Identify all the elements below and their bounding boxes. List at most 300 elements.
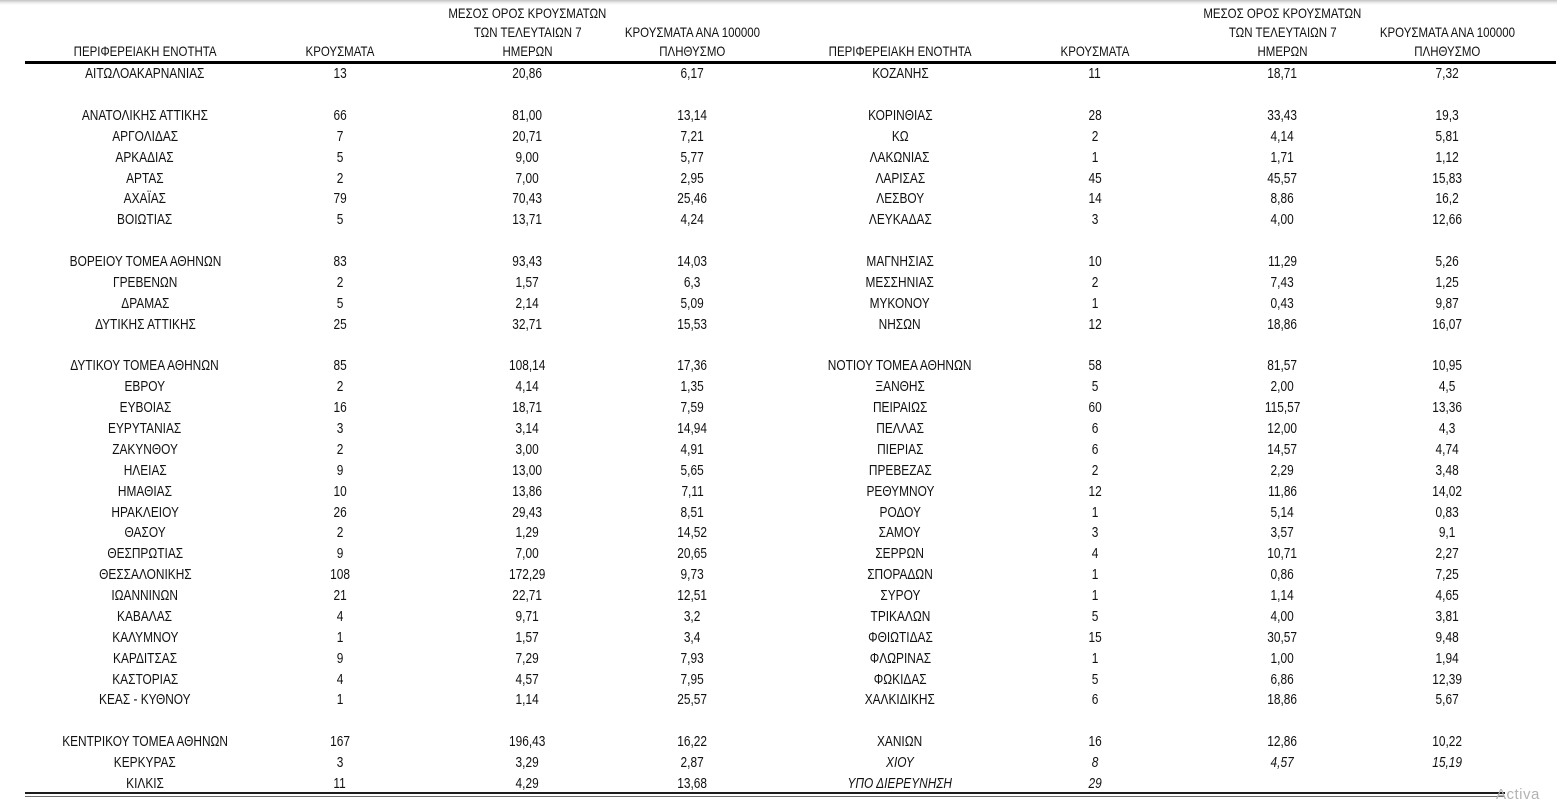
table-row (25, 544, 745, 565)
cell-cases: 5 (1091, 379, 1099, 396)
cell-region: ΛΕΥΚΑΔΑΣ (868, 212, 932, 229)
cell-cases: 108 (330, 567, 350, 584)
cell-cases: 3 (336, 755, 344, 772)
cell-per100k: 9,87 (1435, 295, 1460, 312)
cell-cases: 28 (1088, 107, 1102, 124)
cell-avg7 (415, 234, 640, 249)
cell-avg7: 7,00 (515, 170, 540, 187)
cell-per100k: 7,11 (681, 483, 704, 500)
table-row (25, 565, 745, 586)
cell-avg7: 22,71 (512, 588, 543, 605)
cell-region: ΑΡΓΟΛΙΔΑΣ (112, 128, 178, 145)
cell-avg7: 81,00 (512, 107, 543, 124)
cell-avg7: 4,29 (515, 775, 540, 792)
table-row (25, 649, 745, 670)
table-row (780, 252, 1500, 273)
col-header-per100k-line1: ΚΡΟΥΣΜΑΤΑ ΑΝΑ 100000 (624, 24, 761, 40)
cell-region (780, 234, 1020, 249)
cell-per100k: 25,46 (677, 191, 708, 208)
cell-avg7 (1170, 339, 1395, 354)
cell-region (780, 714, 1020, 729)
cell-cases: 2 (336, 170, 344, 187)
cell-per100k: 1,35 (680, 379, 705, 396)
cell-avg7 (415, 714, 640, 729)
cell-region: ΧΙΟΥ (886, 755, 914, 772)
bottom-double-rule (25, 792, 1505, 797)
cell-per100k (1395, 777, 1500, 792)
right-table-header (780, 0, 1516, 61)
cell-avg7: 3,57 (1270, 525, 1295, 542)
cell-avg7: 7,00 (515, 546, 540, 563)
table-row (25, 690, 745, 711)
cell-region: ΣΕΡΡΩΝ (875, 546, 925, 563)
cell-per100k: 25,57 (677, 692, 708, 709)
cell-per100k: 4,24 (680, 212, 705, 229)
cell-avg7 (1170, 714, 1395, 729)
col-header-avg7-line2: ΤΩΝ ΤΕΛΕΥΤΑΙΩΝ 7 (1228, 24, 1337, 40)
cell-avg7: 29,43 (512, 504, 543, 521)
col-header-per100k-line1: ΚΡΟΥΣΜΑΤΑ ΑΝΑ 100000 (1379, 24, 1516, 40)
cell-cases: 3 (1091, 525, 1099, 542)
cell-cases: 83 (333, 254, 347, 271)
table-row (25, 461, 745, 482)
cell-cases: 1 (336, 629, 344, 646)
cell-per100k: 14,02 (1432, 483, 1463, 500)
cell-per100k: 4,91 (680, 441, 705, 458)
table-row (25, 273, 745, 294)
cell-region: ΣΑΜΟΥ (878, 525, 921, 542)
cell-region: ΝΗΣΩΝ (879, 316, 921, 333)
table-row (25, 440, 745, 461)
cell-avg7: 14,57 (1267, 441, 1298, 458)
cell-region (25, 714, 265, 729)
cell-region: ΜΑΓΝΗΣΙΑΣ (866, 254, 934, 271)
table-row (780, 544, 1500, 565)
col-header-per100k (624, 23, 761, 61)
cell-per100k: 9,73 (680, 567, 705, 584)
cell-per100k: 5,65 (680, 462, 705, 479)
cell-per100k: 3,4 (684, 629, 701, 646)
cell-avg7: 3,00 (515, 441, 540, 458)
cell-avg7: 20,71 (512, 128, 543, 145)
cell-cases: 1 (1091, 149, 1099, 166)
table-row (25, 377, 745, 398)
cell-region: ΠΙΕΡΙΑΣ (876, 441, 924, 458)
cell-per100k: 8,51 (680, 504, 705, 521)
cell-per100k: 20,65 (677, 546, 708, 563)
cell-cases: 7 (336, 128, 344, 145)
cell-per100k: 4,5 (1439, 379, 1456, 396)
cell-avg7: 3,14 (515, 421, 540, 438)
cell-avg7: 4,00 (1270, 608, 1295, 625)
cell-region: ΙΩΑΝΝΙΝΩΝ (111, 588, 179, 605)
cell-avg7: 12,86 (1267, 734, 1298, 751)
cell-avg7: 6,86 (1270, 671, 1295, 688)
cell-avg7: 3,29 (515, 755, 540, 772)
table-row (780, 127, 1500, 148)
cell-region: ΞΑΝΘΗΣ (875, 379, 925, 396)
col-header-per100k-line2: ΠΛΗΘΥΣΜΟ (659, 43, 726, 59)
col-header-avg7-line1: ΜΕΣΟΣ ΟΡΟΣ ΚΡΟΥΣΜΑΤΩΝ (448, 5, 607, 21)
cell-avg7: 13,71 (512, 212, 543, 229)
cell-cases: 10 (333, 483, 347, 500)
cell-region: ΑΙΤΩΛΟΑΚΑΡΝΑΝΙΑΣ (85, 66, 205, 83)
cell-per100k: 19,3 (1435, 107, 1460, 124)
cell-cases: 5 (336, 212, 344, 229)
cell-cases: 1 (1091, 295, 1099, 312)
table-row (25, 315, 745, 336)
cell-avg7: 20,86 (512, 66, 543, 83)
cell-region: ΚΑΒΑΛΑΣ (117, 608, 173, 625)
table-row (780, 628, 1500, 649)
cell-avg7: 7,29 (515, 650, 540, 667)
cell-avg7: 33,43 (1267, 107, 1298, 124)
table-row (780, 148, 1500, 169)
col-header-avg7-line2: ΤΩΝ ΤΕΛΕΥΤΑΙΩΝ 7 (473, 24, 582, 40)
cell-avg7 (1170, 88, 1395, 103)
cell-per100k: 3,48 (1435, 462, 1460, 479)
table-row (25, 356, 745, 377)
cell-cases (1020, 714, 1170, 729)
cell-region: ΣΥΡΟΥ (879, 588, 920, 605)
cell-per100k (640, 88, 745, 103)
cell-cases: 12 (1088, 483, 1102, 500)
cell-per100k: 7,32 (1435, 66, 1460, 83)
cell-cases: 6 (1091, 441, 1099, 458)
cell-region: ΚΑΣΤΟΡΙΑΣ (111, 671, 179, 688)
cell-region: ΖΑΚΥΝΘΟΥ (112, 441, 178, 458)
cell-cases (265, 339, 415, 354)
cell-region: ΛΑΚΩΝΙΑΣ (870, 149, 930, 166)
cell-avg7: 196,43 (509, 734, 546, 751)
cell-avg7: 108,14 (509, 358, 546, 375)
header-rule (25, 61, 1556, 64)
cell-cases: 2 (336, 525, 344, 542)
cell-per100k: 16,07 (1432, 316, 1463, 333)
cell-region: ΗΜΑΘΙΑΣ (117, 483, 172, 500)
cell-cases: 2 (336, 379, 344, 396)
cell-avg7: 11,86 (1268, 483, 1297, 500)
col-header-region (780, 42, 1020, 61)
col-header-region-label: ΠΕΡΙΦΕΡΕΙΑΚΗ ΕΝΟΤΗΤΑ (73, 43, 217, 59)
spacer-row (780, 335, 1500, 356)
table-row (25, 168, 745, 189)
table-row (25, 294, 745, 315)
spacer-row (780, 231, 1500, 252)
cell-avg7: 4,00 (1270, 212, 1295, 229)
table-row (780, 419, 1500, 440)
table-row (780, 168, 1500, 189)
cell-avg7: 18,71 (1267, 66, 1298, 83)
cell-region: ΓΡΕΒΕΝΩΝ (112, 274, 178, 291)
cell-avg7: 4,14 (515, 379, 540, 396)
cell-per100k: 10,22 (1432, 734, 1463, 751)
cell-region: ΥΠΟ ΔΙΕΡΕΥΝΗΣΗ (847, 775, 953, 792)
cell-cases: 10 (1088, 254, 1102, 271)
cell-per100k: 12,51 (677, 588, 708, 605)
cell-avg7: 1,29 (515, 525, 540, 542)
cell-avg7: 4,14 (1270, 128, 1295, 145)
cell-cases (265, 234, 415, 249)
cell-region: ΦΩΚΙΔΑΣ (873, 671, 927, 688)
cell-per100k: 2,87 (680, 755, 705, 772)
cell-region: ΕΥΡΥΤΑΝΙΑΣ (108, 421, 182, 438)
watermark-text: Activa (1496, 786, 1540, 802)
table-row (780, 565, 1500, 586)
cell-per100k: 4,3 (1439, 421, 1456, 438)
col-header-region-label: ΠΕΡΙΦΕΡΕΙΑΚΗ ΕΝΟΤΗΤΑ (828, 43, 972, 59)
cell-region: ΧΑΛΚΙΔΙΚΗΣ (864, 692, 936, 709)
cell-cases: 1 (336, 692, 344, 709)
cell-avg7: 18,86 (1267, 692, 1298, 709)
cell-per100k: 5,81 (1435, 128, 1460, 145)
cell-avg7: 1,14 (1270, 588, 1295, 605)
table-row (780, 189, 1500, 210)
cell-region: ΦΘΙΩΤΙΔΑΣ (867, 629, 933, 646)
cell-avg7 (1170, 777, 1395, 792)
cell-per100k: 12,66 (1432, 212, 1463, 229)
spacer-row (25, 335, 745, 356)
cell-region: ΘΑΣΟΥ (124, 525, 166, 542)
cell-cases: 5 (336, 295, 344, 312)
cell-avg7: 9,71 (515, 608, 540, 625)
cell-region: ΗΡΑΚΛΕΙΟΥ (111, 504, 179, 521)
cell-avg7: 2,00 (1270, 379, 1295, 396)
cell-avg7: 8,86 (1270, 191, 1295, 208)
cell-per100k: 5,67 (1435, 692, 1460, 709)
cell-region: ΒΟΙΩΤΙΑΣ (117, 212, 173, 229)
cell-region: ΚΟΡΙΝΘΙΑΣ (867, 107, 933, 124)
cell-cases: 5 (1091, 608, 1099, 625)
cell-region (25, 88, 265, 103)
cell-avg7: 5,14 (1270, 504, 1295, 521)
cell-per100k: 7,21 (680, 128, 705, 145)
col-header-per100k-line2: ΠΛΗΘΥΣΜΟ (1414, 43, 1481, 59)
cell-per100k (1395, 234, 1500, 249)
cell-region: ΚΑΛΥΜΝΟΥ (111, 629, 179, 646)
table-row (780, 294, 1500, 315)
cell-per100k: 2,27 (1435, 546, 1460, 563)
cell-cases: 1 (1091, 588, 1099, 605)
cell-region: ΔΡΑΜΑΣ (120, 295, 170, 312)
cell-per100k: 17,36 (677, 358, 708, 375)
cell-per100k: 10,95 (1432, 358, 1463, 375)
cell-per100k: 13,68 (677, 775, 708, 792)
cell-avg7: 70,43 (512, 191, 543, 208)
table-row (25, 148, 745, 169)
cell-region: ΚΕΝΤΡΙΚΟΥ ΤΟΜΕΑ ΑΘΗΝΩΝ (62, 734, 228, 751)
cell-region: ΑΡΤΑΣ (126, 170, 164, 187)
spacer-row (780, 85, 1500, 106)
cell-region: ΗΛΕΙΑΣ (123, 462, 167, 479)
cell-cases: 3 (1091, 212, 1099, 229)
cell-region: ΠΕΙΡΑΙΩΣ (872, 400, 928, 417)
cell-region: ΝΟΤΙΟΥ ΤΟΜΕΑ ΑΘΗΝΩΝ (828, 358, 972, 375)
cell-region: ΔΥΤΙΚΗΣ ΑΤΤΙΚΗΣ (94, 316, 196, 333)
table-row (780, 461, 1500, 482)
right-table-body (780, 64, 1500, 795)
col-header-cases (1020, 42, 1170, 61)
cell-per100k: 1,25 (1435, 274, 1460, 291)
col-header-avg7 (1170, 4, 1395, 61)
table-row (780, 315, 1500, 336)
cell-cases: 3 (336, 421, 344, 438)
cell-per100k: 9,48 (1435, 629, 1460, 646)
cell-avg7: 13,86 (512, 483, 543, 500)
cell-cases: 14 (1088, 191, 1102, 208)
cell-cases: 2 (1091, 462, 1099, 479)
table-row (25, 106, 745, 127)
cell-avg7: 81,57 (1267, 358, 1298, 375)
cell-per100k: 6,3 (684, 274, 701, 291)
cell-region: ΜΥΚΟΝΟΥ (869, 295, 931, 312)
cell-cases: 4 (1091, 546, 1099, 563)
cell-cases (265, 88, 415, 103)
cell-avg7: 1,57 (515, 274, 540, 291)
table-row (25, 398, 745, 419)
cell-region: ΔΥΤΙΚΟΥ ΤΟΜΕΑ ΑΘΗΝΩΝ (70, 358, 220, 375)
cell-cases: 79 (333, 191, 347, 208)
cell-avg7: 18,71 (512, 400, 543, 417)
table-row (780, 482, 1500, 503)
cell-cases: 9 (336, 546, 344, 563)
table-row (780, 753, 1500, 774)
cell-per100k: 7,59 (680, 400, 705, 417)
spacer-row (25, 231, 745, 252)
cell-per100k: 13,36 (1432, 400, 1463, 417)
table-row (780, 106, 1500, 127)
col-header-cases-label: ΚΡΟΥΣΜΑΤΑ (305, 43, 375, 59)
table-row (25, 127, 745, 148)
cell-region: ΤΡΙΚΑΛΩΝ (870, 608, 930, 625)
cell-cases: 85 (333, 358, 347, 375)
cell-region: ΠΡΕΒΕΖΑΣ (868, 462, 932, 479)
cell-avg7: 10,71 (1267, 546, 1298, 563)
cell-per100k: 4,65 (1435, 588, 1460, 605)
cell-region: ΑΡΚΑΔΙΑΣ (115, 149, 175, 166)
table-row (780, 398, 1500, 419)
table-row (25, 189, 745, 210)
cell-per100k: 3,2 (684, 608, 701, 625)
cell-cases: 13 (333, 66, 347, 83)
cell-avg7: 115,57 (1264, 400, 1301, 417)
cell-avg7: 1,57 (515, 629, 540, 646)
cell-per100k: 16,22 (677, 734, 708, 751)
table-row (25, 732, 745, 753)
table-row (25, 64, 745, 85)
table-row (25, 523, 745, 544)
spacer-row (25, 85, 745, 106)
cell-region: ΑΧΑΪΑΣ (123, 191, 167, 208)
table-row (25, 252, 745, 273)
cell-cases: 2 (1091, 128, 1099, 145)
cell-per100k (640, 714, 745, 729)
left-table (25, 0, 761, 795)
cell-per100k: 14,03 (677, 254, 708, 271)
cell-per100k: 7,25 (1435, 567, 1460, 584)
cell-cases: 16 (1088, 734, 1102, 751)
cell-per100k: 15,53 (677, 316, 708, 333)
col-header-avg7-line3: ΗΜΕΡΩΝ (502, 43, 553, 59)
cell-cases (1020, 88, 1170, 103)
table-row (25, 419, 745, 440)
spacer-row (780, 711, 1500, 732)
table-row (780, 64, 1500, 85)
cell-avg7 (415, 88, 640, 103)
cell-cases: 26 (333, 504, 347, 521)
cell-per100k: 5,77 (680, 149, 705, 166)
table-row (25, 482, 745, 503)
cell-avg7: 30,57 (1267, 629, 1298, 646)
cell-region: ΠΕΛΛΑΣ (876, 421, 924, 438)
cell-per100k: 4,74 (1435, 441, 1460, 458)
cell-region: ΚΕΡΚΥΡΑΣ (114, 755, 176, 772)
cell-cases: 2 (336, 274, 344, 291)
cell-avg7: 4,57 (1270, 755, 1295, 772)
cell-per100k: 9,1 (1439, 525, 1456, 542)
cell-region (780, 88, 1020, 103)
cell-per100k (1395, 88, 1500, 103)
cell-cases: 5 (336, 149, 344, 166)
cell-avg7: 9,00 (515, 149, 540, 166)
cell-region (25, 234, 265, 249)
cell-region: ΕΥΒΟΙΑΣ (119, 400, 171, 417)
cell-cases: 16 (333, 400, 347, 417)
cell-cases: 5 (1091, 671, 1099, 688)
left-table-body (25, 64, 745, 795)
cell-cases (1020, 234, 1170, 249)
cell-per100k: 15,83 (1432, 170, 1463, 187)
cell-per100k: 6,17 (680, 66, 705, 83)
cell-per100k: 1,94 (1435, 650, 1460, 667)
cell-region: ΡΕΘΥΜΝΟΥ (866, 483, 934, 500)
cell-region: ΦΛΩΡΙΝΑΣ (869, 650, 931, 667)
table-row (25, 586, 745, 607)
cell-avg7: 45,57 (1267, 170, 1298, 187)
cell-cases: 45 (1088, 170, 1102, 187)
cell-per100k (640, 234, 745, 249)
cell-avg7: 7,43 (1270, 274, 1295, 291)
table-row (780, 210, 1500, 231)
cell-avg7: 1,71 (1270, 149, 1295, 166)
cell-cases: 4 (336, 671, 344, 688)
cell-avg7 (415, 339, 640, 354)
cell-cases: 58 (1088, 358, 1102, 375)
col-header-cases (265, 42, 415, 61)
table-row (780, 607, 1500, 628)
cell-avg7: 0,86 (1270, 567, 1295, 584)
cell-avg7: 2,29 (1270, 462, 1295, 479)
cell-cases: 21 (333, 588, 347, 605)
cell-region: ΚΑΡΔΙΤΣΑΣ (112, 650, 178, 667)
cell-cases: 2 (1091, 274, 1099, 291)
cell-avg7: 0,43 (1270, 295, 1295, 312)
cell-region: ΒΟΡΕΙΟΥ ΤΟΜΕΑ ΑΘΗΝΩΝ (69, 254, 221, 271)
table-row (780, 502, 1500, 523)
cell-per100k: 14,94 (677, 421, 708, 438)
cell-region (780, 339, 1020, 354)
table-row (780, 273, 1500, 294)
cell-region: ΣΠΟΡΑΔΩΝ (867, 567, 933, 584)
cell-avg7: 93,43 (512, 254, 543, 271)
table-row (780, 690, 1500, 711)
cell-region: ΘΕΣΠΡΩΤΙΑΣ (107, 546, 183, 563)
cell-avg7: 4,57 (515, 671, 540, 688)
cell-avg7: 18,86 (1267, 316, 1298, 333)
cell-cases: 60 (1088, 400, 1102, 417)
cell-per100k: 7,95 (680, 671, 705, 688)
cell-region: ΛΑΡΙΣΑΣ (875, 170, 925, 187)
